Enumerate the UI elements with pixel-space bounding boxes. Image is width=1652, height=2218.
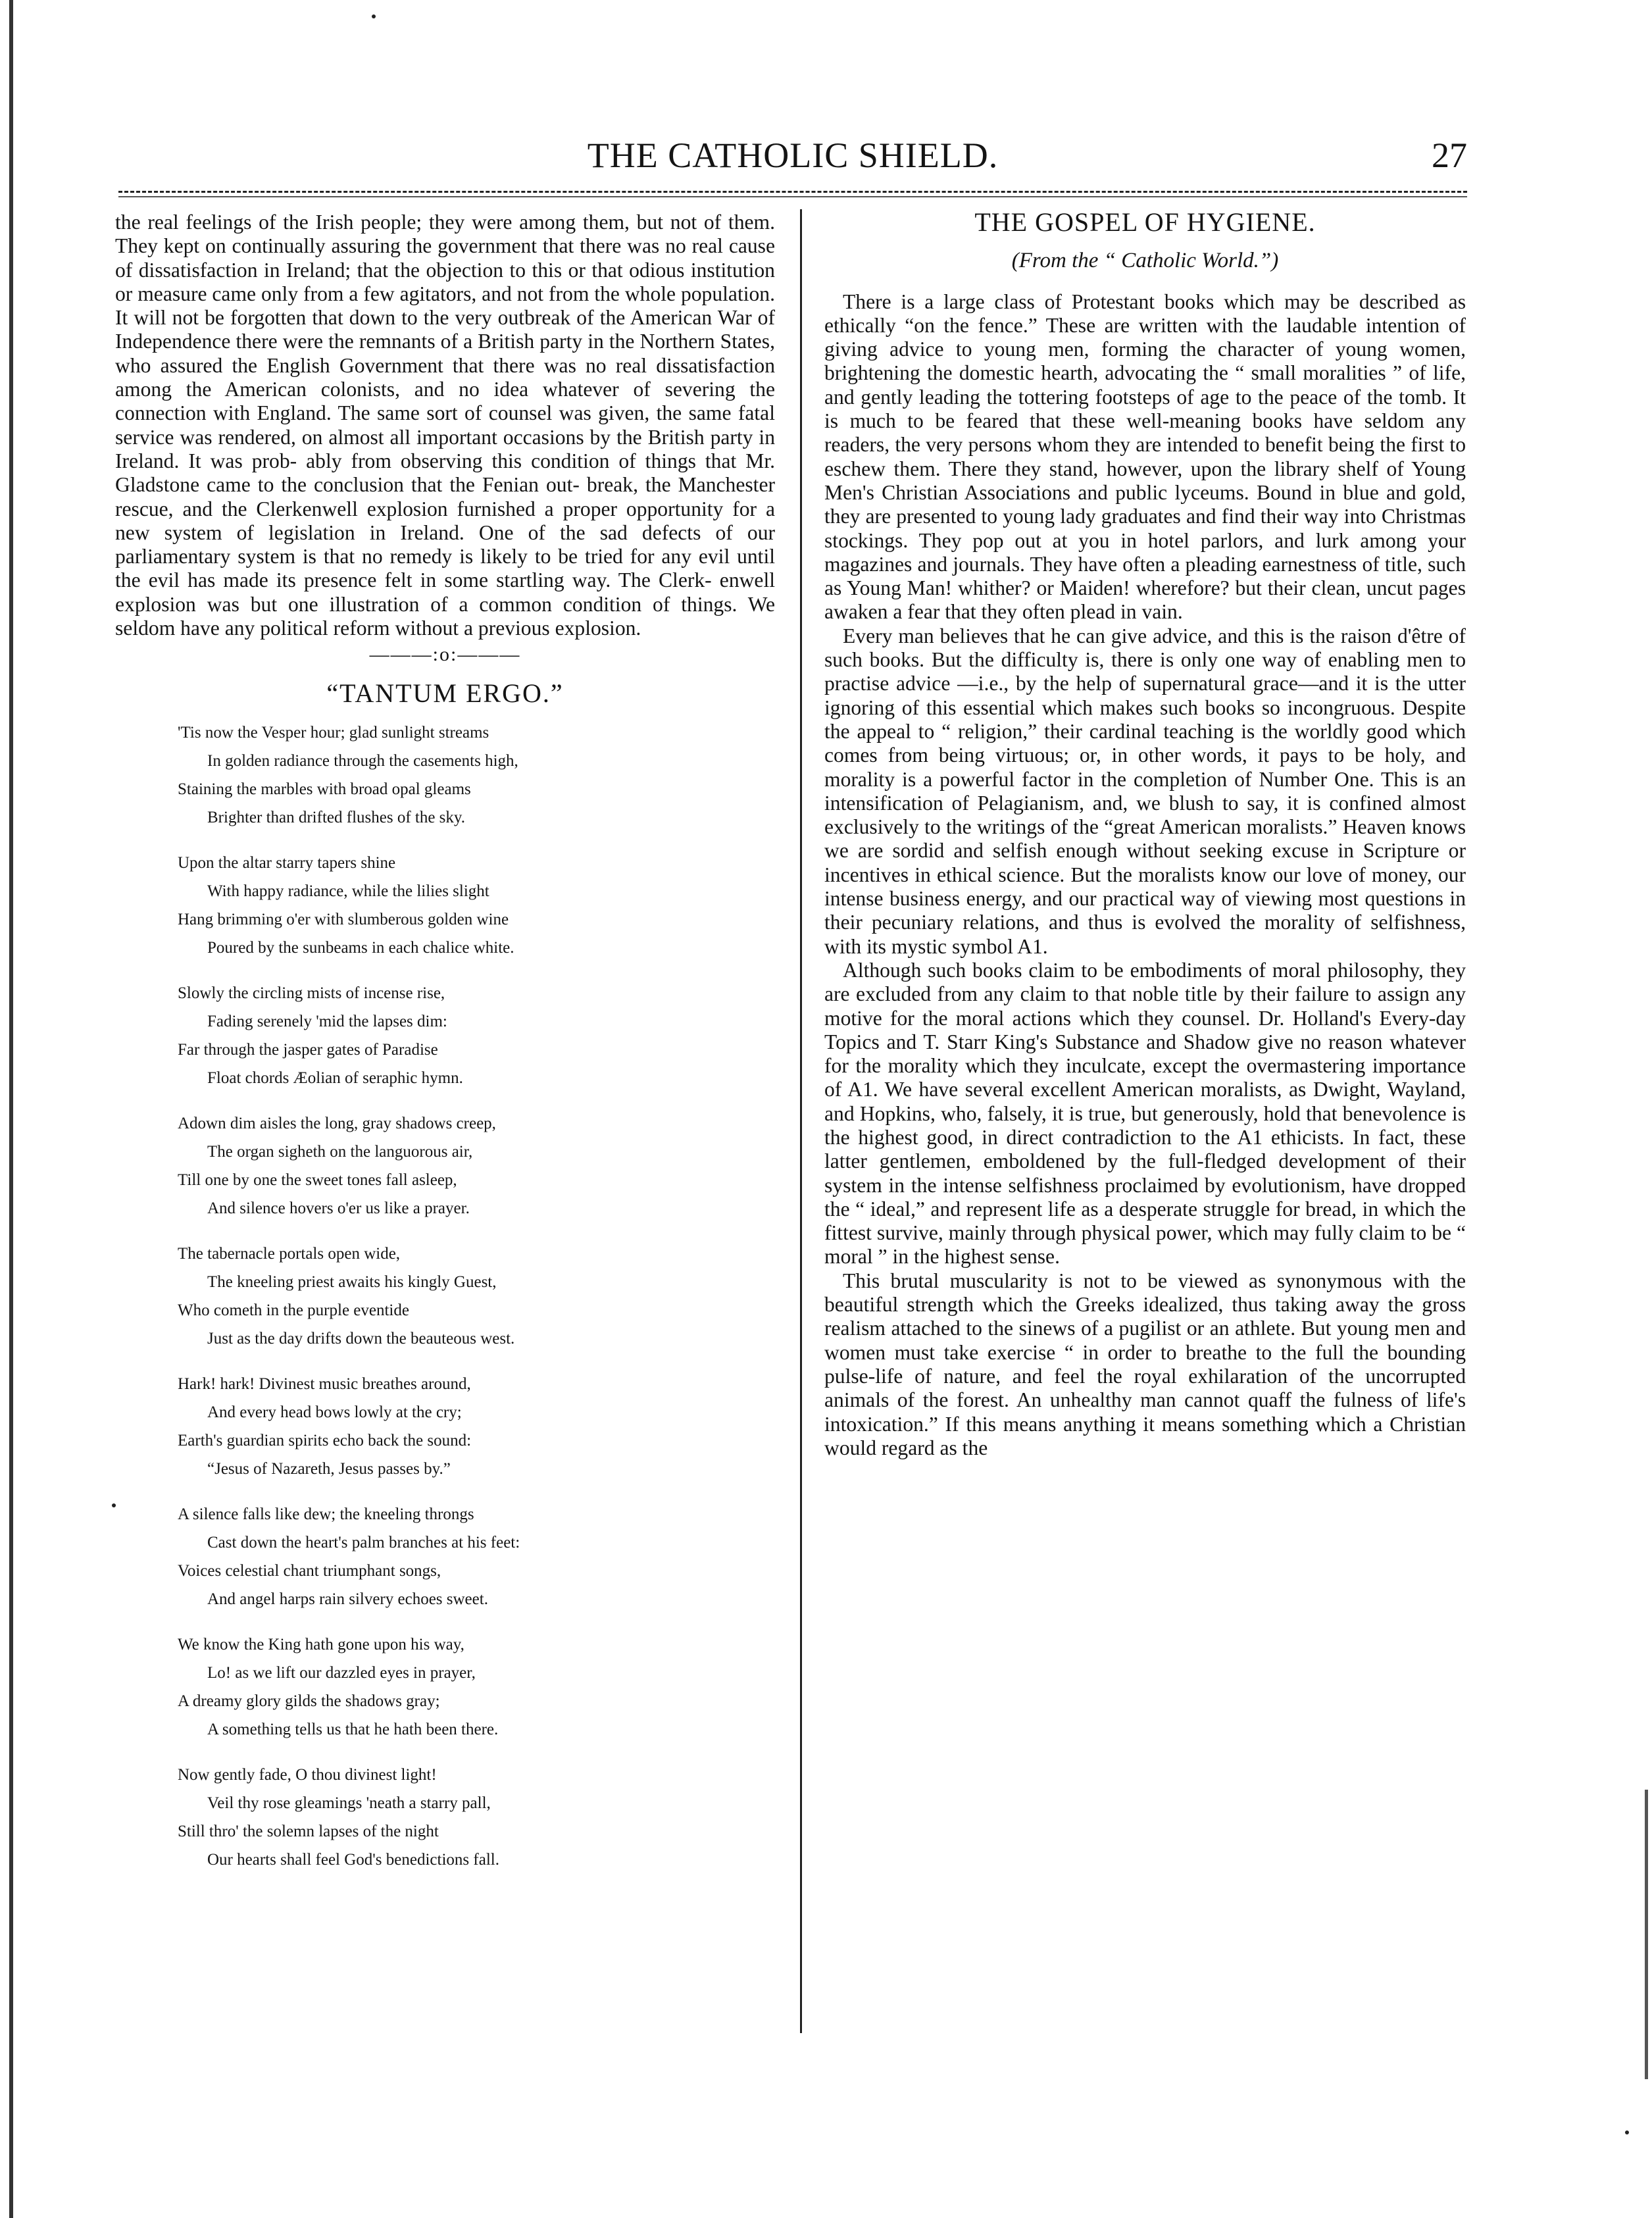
text-line: break, the Manchester rescue, and the Clerkenwell (115, 473, 775, 520)
poem-line: And every head bows lowly at the cry; (207, 1403, 462, 1421)
poem-body (115, 718, 775, 1874)
poem-line: Still thro' the solemn lapses of the night (178, 1822, 439, 1840)
column-divider (800, 209, 802, 2033)
text-line: its presence felt in some startling way. The Clerk- (276, 568, 712, 592)
text-line: few agitators, and not from the whole population. It (115, 282, 775, 330)
header-rule (118, 191, 1467, 193)
poem-line: Staining the marbles with broad opal gleams (178, 780, 471, 798)
text-line: England. The same sort of counsel was given, the (257, 401, 682, 425)
text-line: explosion furnished a proper opportunity for a new (115, 497, 775, 544)
paragraph: Every man believes that he can give advice, and this is the raison d'être of such books. But the difficulty is, there is only one way of enabling men to practise advice —i.e., by the help of supernatural grace—and it is the utter ignoring of this essential which makes such books so incongruous. Despite the appeal to “ religion,” their cardinal teaching is the worldly good which comes from being virtuous; or, in other words, it pays to be holy, and morality is a powerful factor in the completion of Number One. This is an intensification of Pelagianism, and, we blush to say, it is confined almost exclusively to the writings of the “great American moralists.” Heaven knows we are sordid and selfish enough without seeking excuse in Scripture or incentives in ethical science. But the moralists know our love of money, our intense business energy, and our practical way of viewing most questions in their pecuniary relations, and thus is evolved the morality of selfishness, with its mystic symbol A1. (824, 624, 1466, 958)
text-line: system of legislation in Ireland. One of the sad defects (164, 520, 701, 544)
poem-stanza (115, 1109, 775, 1222)
text-line: reform without a previous explosion. (333, 617, 641, 640)
article-title: THE GOSPEL OF HYGIENE. (974, 207, 1316, 237)
poem-stanza (115, 1500, 775, 1613)
page-header (118, 135, 1467, 181)
poem-line: Who cometh in the purple eventide (178, 1301, 409, 1319)
poem-line: Veil thy rose gleamings 'neath a starry pall, (207, 1794, 491, 1812)
poem-line: Just as the day drifts down the beauteous west. (207, 1329, 515, 1348)
text-line: enwell explosion was but one illustration of a common (115, 568, 776, 616)
paragraph: This brutal muscularity is not to be viewed as synonymous with the beautiful strength which the Greeks idealized, thus taking away the gross realism attached to the sinews of a pugilist or an athlete. But young men and women must take exercise “ in order to breathe to the full the bounding pulse-life of nature, and feel the royal exhilaration of the uncorrupted animals of the forest. An unhealthy man cannot quaff the fulness of life's intoxication.” If this means anything it means something which a Christian would regard as the (824, 1269, 1466, 1459)
text-line: remnants of a British party in the Northern States, who (115, 330, 776, 377)
poem-stanza (115, 849, 775, 962)
poem-stanza (115, 718, 775, 832)
poem-stanza (115, 1630, 775, 1744)
text-line: no idea whatever of severing the connection with (115, 378, 775, 425)
text-line: likely to be tried for any evil until the evil has made (115, 545, 775, 592)
poem-line: Voices celestial chant triumphant songs, (178, 1561, 441, 1580)
poem-line: Fading serenely 'mid the lapses dim: (207, 1012, 447, 1030)
text-line: or that odious institution or measure came only from a (115, 258, 775, 305)
text-line: of our parliamentary system is that no remedy is (115, 520, 776, 568)
margin-mark (1645, 1790, 1648, 2079)
text-line: assured the English Government that there was no (160, 353, 607, 377)
poem-line: The tabernacle portals open wide, (178, 1244, 401, 1263)
poem-line: We know the King hath gone upon his way, (178, 1635, 464, 1653)
section-separator: ———:o:——— (369, 643, 521, 666)
poem-stanza (115, 1240, 775, 1353)
article-source: (From the “ Catholic World.”) (1011, 249, 1279, 273)
poem-line: With happy radiance, while the lilies slight (207, 882, 489, 900)
binding-edge-line (9, 0, 13, 2218)
article-body (824, 290, 1466, 1461)
poem-line: Brighter than drifted flushes of the sky. (207, 808, 466, 826)
poem-stanza (115, 1370, 775, 1483)
text-line: ably from observing this condition of things that Mr. (306, 449, 775, 472)
continued-article-text (115, 211, 775, 640)
poem-line: Hark! hark! Divinest music breathes around, (178, 1374, 471, 1393)
poem-line: A something tells us that he hath been there. (207, 1720, 499, 1738)
text-line: will not be forgotten that down to the very outbreak of (134, 306, 594, 330)
text-line: them, but not of them. They kept on continually (115, 211, 776, 258)
poem-line: In golden radiance through the casements high, (207, 751, 518, 770)
poem-line: Now gently fade, O thou divinest light! (178, 1765, 437, 1784)
poem-line: Adown dim aisles the long, gray shadows creep, (178, 1114, 496, 1132)
poem-line: Far through the jasper gates of Paradise (178, 1040, 438, 1059)
poem-line: 'Tis now the Vesper hour; glad sunlight streams (178, 723, 489, 742)
speck (112, 1503, 116, 1507)
poem-line: Hang brimming o'er with slumberous golden wine (178, 910, 509, 928)
poem-line: A silence falls like dew; the kneeling throngs (178, 1505, 474, 1523)
poem-line: Float chords Æolian of seraphic hymn. (207, 1069, 463, 1087)
poem-stanza (115, 979, 775, 1092)
text-line: Gladstone came to the conclusion that the Fenian out- (115, 473, 580, 497)
poem-line: And silence hovers o'er us like a prayer. (207, 1199, 470, 1217)
text-line: same fatal service was rendered, on almost all important (115, 401, 775, 449)
left-column (115, 211, 775, 1891)
text-line: of dissatisfaction in Ireland; that the objection to this (115, 258, 563, 282)
poem-line: And angel harps rain silvery echoes sweet. (207, 1590, 488, 1608)
poem-line: A dreamy glory gilds the shadows gray; (178, 1692, 440, 1710)
poem-title: “TANTUM ERGO.” (326, 678, 564, 708)
poem-line: Earth's guardian spirits echo back the sound: (178, 1431, 472, 1449)
poem-line: Slowly the circling mists of incense rise, (178, 984, 445, 1002)
text-line: assuring the government that there was no real cause (331, 234, 775, 258)
paragraph (115, 211, 775, 640)
speck (1625, 2130, 1629, 2134)
poem-line: Lo! as we lift our dazzled eyes in prayer, (207, 1663, 476, 1682)
text-line: real dissatisfaction among the American colonists, and (115, 353, 775, 401)
poem-line: Upon the altar starry tapers shine (178, 853, 396, 872)
poem-line: Till one by one the sweet tones fall asleep, (178, 1171, 457, 1189)
text-line: condition of things. We seldom have any political (115, 592, 776, 640)
paragraph: Although such books claim to be embodiments of moral philosophy, they are excluded from any claim to that noble title by their failure to assign any motive for the moral actions which they counsel. Dr. Holland's Every-day Topics and T. Starr King's Substance and Shadow give no reason whatever for the morality which they inculcate, except the overmastering importance of A1. We have several excellent American moralists, as Dwight, Wayland, and Hopkins, who, falsely, it is true, but generously, hold that benevolence is the highest good, in direct contradiction to the A1 ethicists. In fact, these latter gentlemen, emboldened by the full-fledged development of their system in the intense selfishness proclaimed by evolutionism, have dropped the “ ideal,” and represent life as a desperate struggle for bread, in which the fittest survive, mainly through physical power, which may fully claim to be “ moral ” in the highest sense. (824, 958, 1466, 1269)
text-line: occasions by the British party in Ireland. It was prob- (115, 425, 775, 472)
poem-line: Poured by the sunbeams in each chalice white. (207, 938, 514, 957)
poem-stanza (115, 1761, 775, 1874)
page-number: 27 (1432, 136, 1467, 175)
poem-line: The kneeling priest awaits his kingly Guest, (207, 1273, 497, 1291)
paragraph: There is a large class of Protestant books which may be described as ethically “on the fence.” These are written with the laudable intention of giving advice to young men, forming the character of young women, brightening the domestic hearth, advocating the “ small moralities ” of life, and gently leading the tottering footsteps of age to the peace of the tomb. It is much to be feared that these well-meaning books have seldom any readers, the very persons whom they are intended to benefit being the first to eschew them. There they stand, however, upon the library shelf of Young Men's Christian Associations and public lyceums. Bound in blue and gold, they are presented to young lady graduates and find their way into Christmas stockings. They pop out at you in hotel parlors, and lurk among your magazines and journals. They have often a pleading earnestness of title, such as Young Man! whither? or Maiden! wherefore? but their clean, uncut pages awaken a fear that they often plead in vain. (824, 290, 1466, 624)
poem-line: The organ sigheth on the languorous air, (207, 1142, 473, 1161)
speck (372, 14, 376, 18)
right-column (824, 207, 1466, 1460)
header-rule-lower (118, 196, 1467, 197)
text-line: the real feelings of the Irish people; they were among (115, 211, 576, 234)
text-line: the American War of Independence there were the (115, 306, 775, 353)
poem-line: “Jesus of Nazareth, Jesus passes by.” (207, 1459, 451, 1478)
poem-line: Our hearts shall feel God's benedictions fall. (207, 1850, 499, 1869)
publication-title: THE CATHOLIC SHIELD. (587, 136, 999, 175)
poem-line: Cast down the heart's palm branches at his feet: (207, 1533, 520, 1551)
